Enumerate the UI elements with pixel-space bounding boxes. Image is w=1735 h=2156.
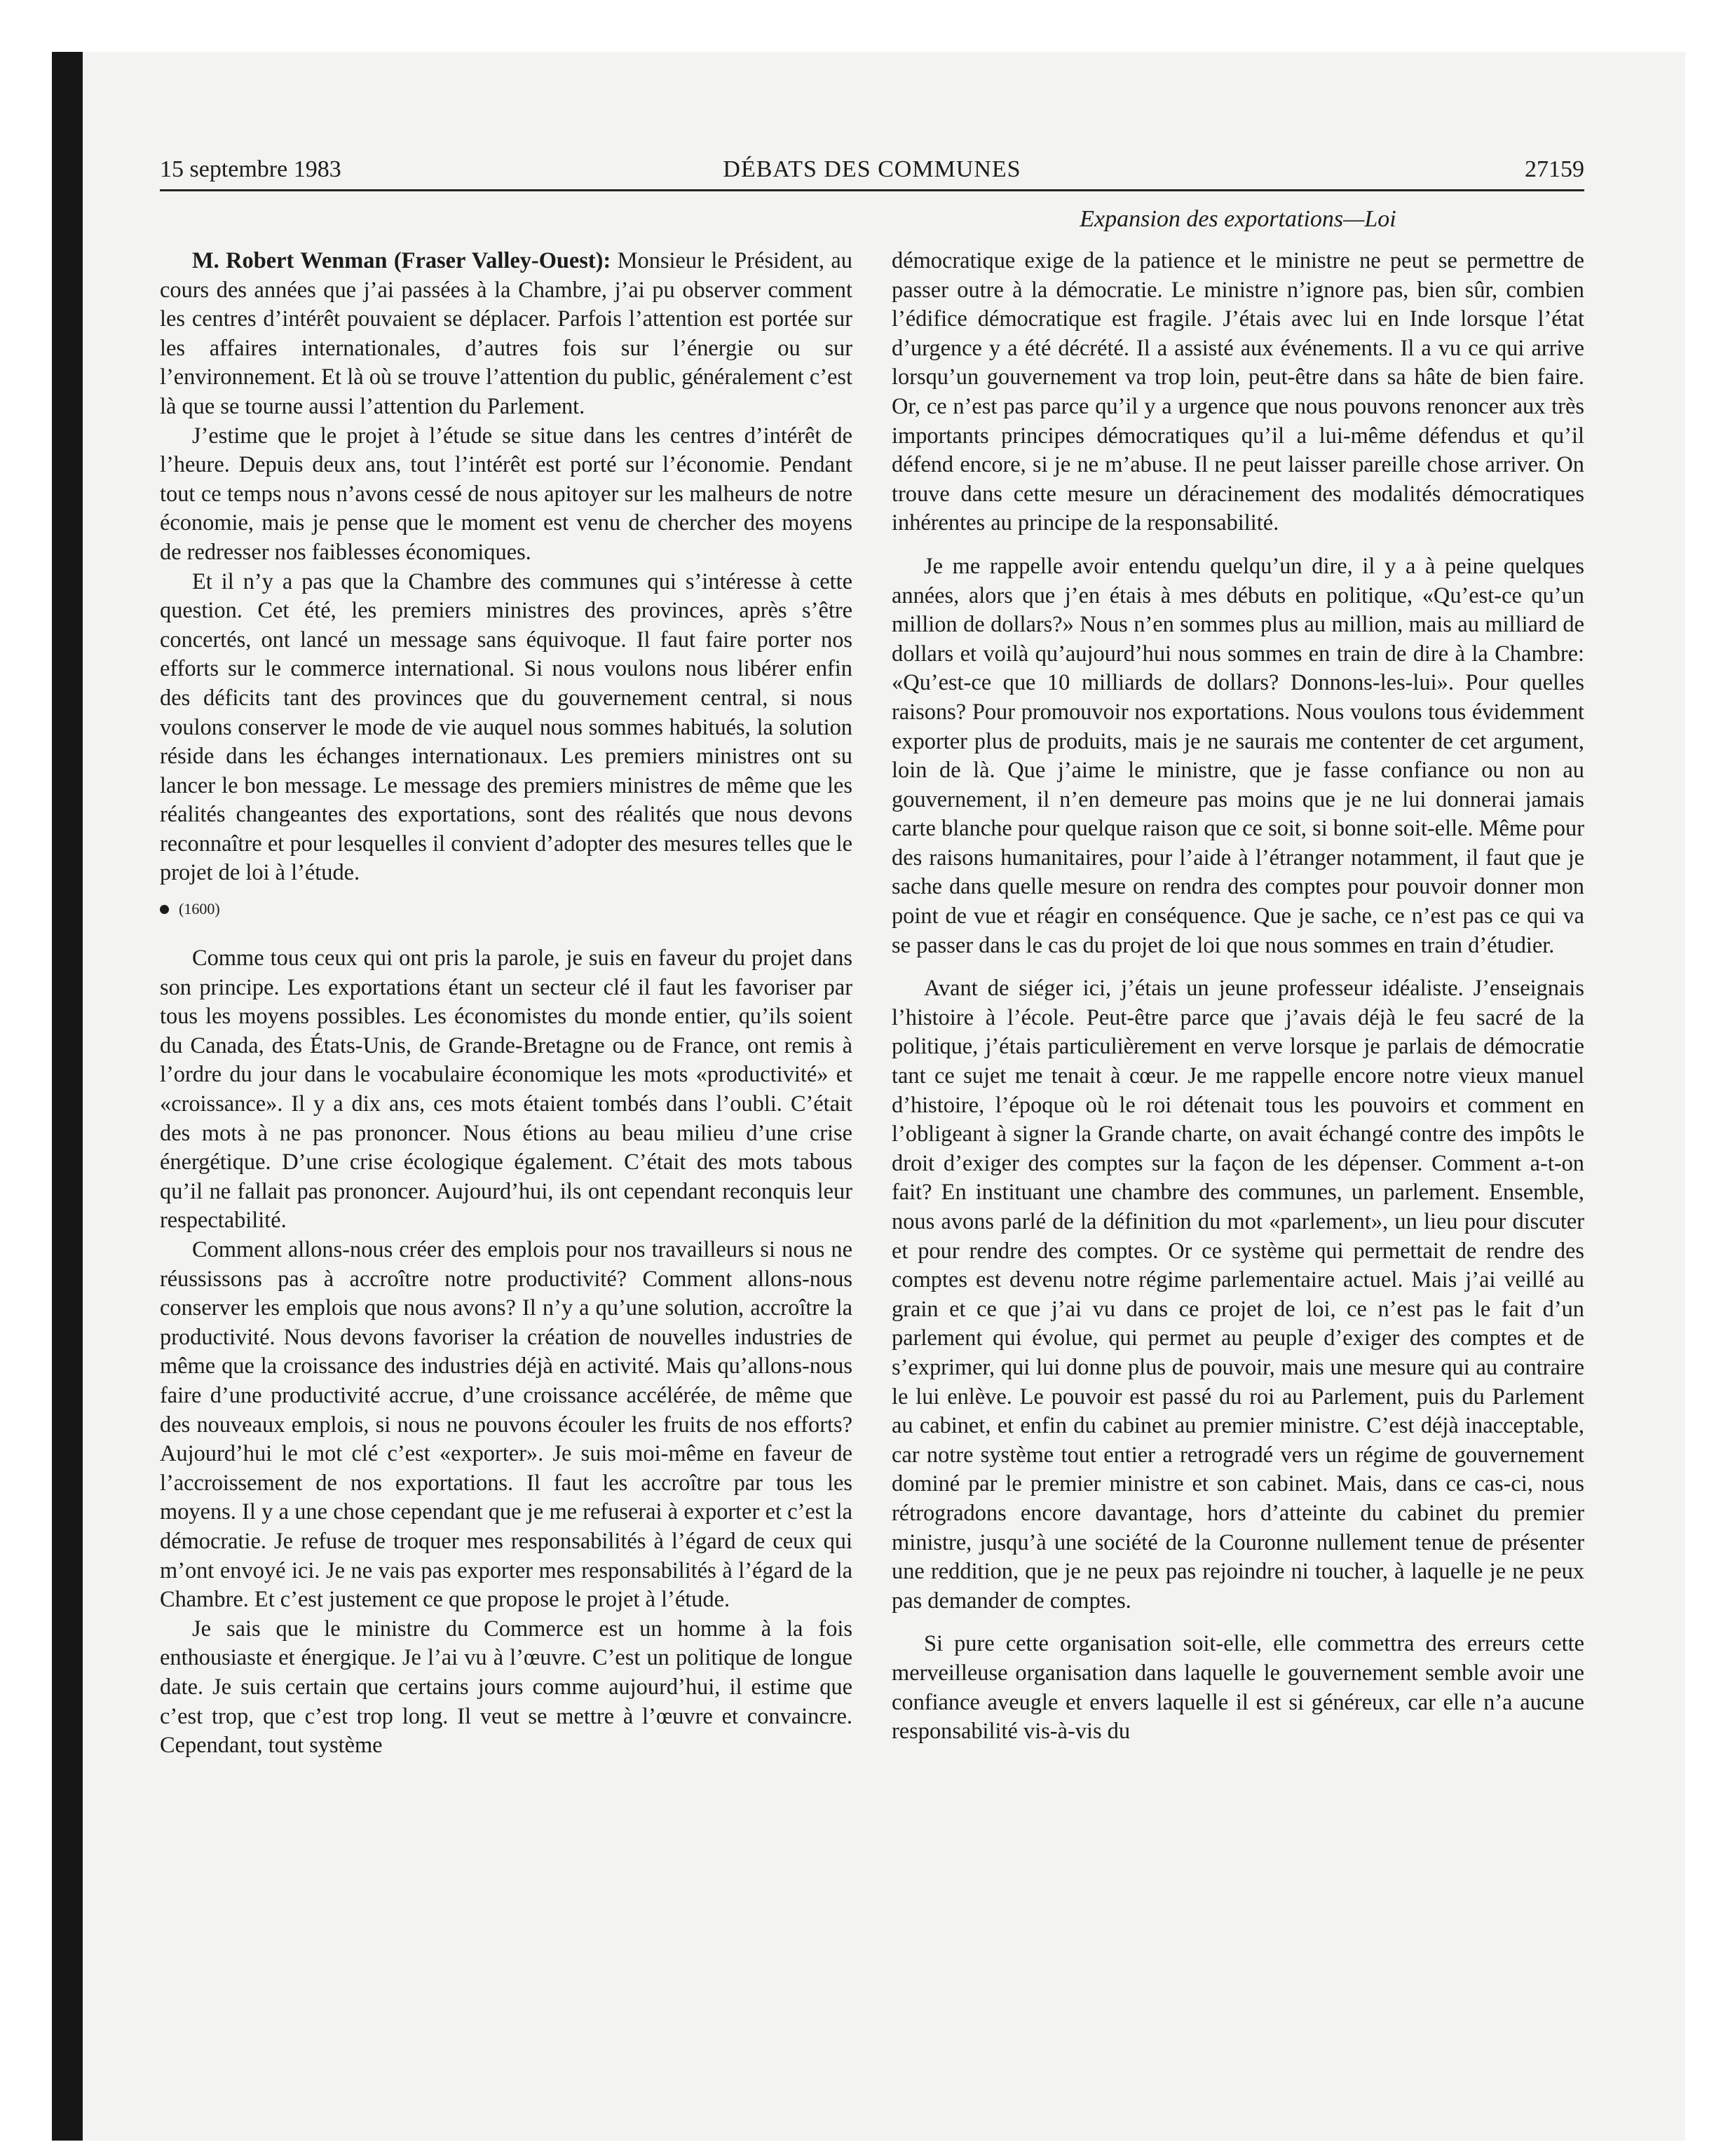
- header-rule: [160, 189, 1584, 191]
- paragraph-continued: démocratique exige de la patience et le ministre ne peut se permettre de passer outre à la démocratie. Le ministre n’ignore pas, bien sûr, combien l’édifice démocratique est fragile. J’étais avec lui en Inde lorsque l’état d’urgence y a été décrété. Il a assisté aux événements. Il a vu ce qui arrive lorsqu’un gouvernement va trop loin, peut-être dans sa hâte de bien faire. Or, ce n’est pas parce qu’il y a urgence que nous pouvons renoncer aux très importants principes démocratiques qu’il a lui-même défendus et qu’il défend encore, si je ne m’abuse. Il ne peut laisser pareille chose arriver. On trouve dans cette mesure un déracinement des modalités démocratiques inhérentes au principe de la responsabilité.: [892, 248, 1584, 536]
- time-marker-text: (1600): [179, 900, 220, 918]
- paragraph: Je me rappelle avoir entendu quelqu’un dire, il y a à peine quelques années, alors que j’en étais à mes débuts en politique, «Qu’est-ce qu’un million de dollars?» Nous n’en sommes plus au million, mais au milliard de dollars et voilà qu’aujourd’hui nous sommes en train de dire à la Chambre: «Qu’est-ce que 10 milliards de dollars? Donnons-les-lui». Pour quelles raisons? Pour promouvoir nos exportations. Nous voulons tous évidemment exporter plus de produits, mais je ne saurais me contenter de cet argument, loin de là. Que j’aime le ministre, que je fasse confiance ou non au gouvernement, il n’en demeure pas moins que je ne lui donnerai jamais carte blanche pour quelque raison que ce soit, si bonne soit-elle. Même pour des raisons humanitaires, pour l’aide à l’étranger notamment, il faut que je sache dans quelle mesure on rendra des comptes pour pouvoir donner mon point de vue et réagir en conséquence. Que je sache, ce n’est pas ce qui va se passer dans le cas du projet de loi que nous sommes en train d’étudier.: [892, 553, 1584, 958]
- paragraph: J’estime que le projet à l’étude se situe dans les centres d’intérêt de l’heure. Depuis deux ans, tout l’intérêt est porté sur l’économie. Pendant tout ce temps nous n’avons cessé de nous apitoyer sur les malheurs de notre économie, mais je pense que le moment est venu de chercher des moyens de redresser nos faiblesses économiques.: [160, 423, 852, 565]
- left-column: [160, 247, 852, 1761]
- bullet-icon: [160, 905, 169, 914]
- section-title: Expansion des exportations—Loi: [1080, 206, 1396, 232]
- book-spine-shadow: [52, 52, 83, 2141]
- page-header: [160, 153, 1584, 186]
- paragraph: Si pure cette organisation soit-elle, elle commettra des erreurs cette merveilleuse organisation dans laquelle le gouvernement semble avoir une confiance aveugle et envers laquelle il est si généreux, car elle n’a aucune responsabilité vis-à-vis du: [892, 1631, 1584, 1745]
- paragraph: Je sais que le ministre du Commerce est un homme à la fois enthousiaste et énergique. Je l’ai vu à l’œuvre. C’est un politique de longue date. Je suis certain que certains jours comme aujourd’hui, il estime que c’est trop, que c’est trop long. Il veut se mettre à l’œuvre et convaincre. Cependant, tout système: [160, 1616, 852, 1759]
- right-column: [892, 247, 1584, 1747]
- paragraph-text: Monsieur le Président, au cours des années que j’ai passées à la Chambre, j’ai pu observer comment les centres d’intérêt pouvaient se déplacer. Parfois l’attention est portée sur les affaires internationales, d’autres fois sur l’énergie ou sur l’environnement. Et là où se trouve l’attention du public, généralement c’est là que se tourne aussi l’attention du Parlement.: [160, 248, 852, 419]
- hansard-page: [160, 153, 1584, 2094]
- header-journal-title: DÉBATS DES COMMUNES: [723, 156, 1021, 182]
- header-page-number: 27159: [1525, 156, 1584, 182]
- paragraph: [160, 247, 852, 422]
- paragraph: Avant de siéger ici, j’étais un jeune professeur idéaliste. J’enseignais l’histoire à l’école. Peut-être parce que j’avais déjà le feu sacré de la politique, j’étais particulièrement en verve lorsque je parlais de démocratie tant ce sujet me tenait à cœur. Je me rappelle encore notre vieux manuel d’histoire, l’époque où le roi détenait tous les pouvoirs et comment en l’obligeant à signer la Grande charte, on avait échangé contre des impôts le droit d’exiger des comptes sur la façon de les dépenser. Comment a-t-on fait? En instituant une chambre des communes, un parlement. Ensemble, nous avons parlé de la définition du mot «parlement», un lieu pour discuter et pour rendre des comptes. Or ce système qui permettait de rendre des comptes est devenu notre régime parlementaire actuel. Mais j’ai veillé au grain et ce que j’ai vu dans ce projet de loi, ce n’est pas le fait d’un parlement qui évolue, qui permet au peuple d’exiger des comptes et de s’exprimer, qui lui donne plus de pouvoir, mais une mesure qui au contraire le lui enlève. Le pouvoir est passé du roi au Parlement, puis du Parlement au cabinet, et enfin du cabinet au premier ministre. C’est déjà inacceptable, car notre système tout entier a retrogradé vers un régime de gouvernement dominé par le premier ministre et son cabinet. Mais, dans ce cas-ci, nous rétrogradons encore davantage, hors d’atteinte du cabinet du premier ministre, jusqu’à une société de la Couronne nullement tenue de présenter une reddition, que je ne peux pas rejoindre ni toucher, à laquelle je ne peux pas demander de comptes.: [892, 976, 1584, 1613]
- paragraph: Comme tous ceux qui ont pris la parole, je suis en faveur du projet dans son principe. Les exportations étant un secteur clé il faut les favoriser par tous les moyens possibles. Les économistes du monde entier, qu’ils soient du Canada, des États-Unis, de Grande-Bretagne ou de France, ont remis à l’ordre du jour dans le vocabulaire économique les mots «productivité» et «croissance». Il y a dix ans, ces mots étaient tombés dans l’oubli. C’était des mots à ne pas prononcer. Nous étions au beau milieu d’une crise énergétique. D’une crise écologique également. C’était des mots tabous qu’il ne fallait pas prononcer. Aujourd’hui, ils ont cependant reconquis leur respectabilité.: [160, 946, 852, 1234]
- paragraph: Comment allons-nous créer des emplois pour nos travailleurs si nous ne réussissons pas à accroître notre productivité? Comment allons-nous conserver les emplois que nous avons? Il n’y a qu’une solution, accroître la productivité. Nous devons favoriser la création de nouvelles industries de même que la croissance des industries déjà en activité. Mais qu’allons-nous faire d’une productivité accrue, d’une croissance accélérée, de même que des nouveaux emplois, si nous ne pouvons écouler les fruits de nos efforts? Aujourd’hui le mot clé c’est «exporter». Je suis moi-même en faveur de l’accroissement de nos exportations. Il faut les accroître par tous les moyens. Il y a une chose cependant que je me refuserai à exporter et c’est la démocratie. Je refuse de troquer mes responsabilités à l’égard de ceux qui m’ont envoyé ici. Je ne vais pas exporter mes responsabilités à l’égard de la Chambre. Et c’est justement ce que propose le projet à l’étude.: [160, 1237, 852, 1613]
- header-date: 15 septembre 1983: [160, 156, 341, 182]
- paragraph: Et il n’y a pas que la Chambre des communes qui s’intéresse à cette question. Cet été, les premiers ministres des provinces, après s’être concertés, ont lancé un message sans équivoque. Il faut faire porter nos efforts sur le commerce international. Si nous voulons nous libérer enfin des déficits tant des provinces que du gouvernement central, si nous voulons conserver le mode de vie auquel nous sommes habitués, la solution réside dans les échanges internationaux. Les premiers ministres ont su lancer le bon message. Le message des premiers ministres de même que les réalités changeantes des exportations, sont des réalités que nous devons reconnaître et pour lesquelles il convient d’adopter des mesures telles que le projet de loi à l’étude.: [160, 568, 852, 886]
- time-marker: [160, 895, 852, 923]
- speaker-name: M. Robert Wenman (Fraser Valley-Ouest):: [192, 248, 611, 273]
